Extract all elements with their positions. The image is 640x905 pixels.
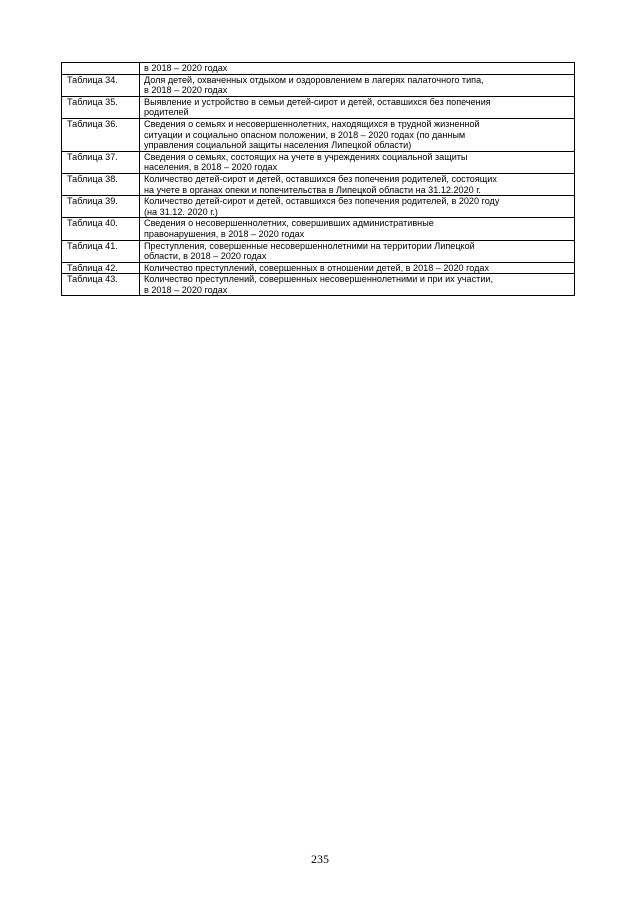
table-title: Количество детей-сирот и детей, оставшихся без попечения родителей, состоящих на учете в органах опеки и попечительства в Липецкой области на 31.12.2020 г. <box>140 173 575 195</box>
table-title: Количество преступлений, совершенных несовершеннолетними и при их участии, в 2018 – 2020 годах <box>140 274 575 296</box>
table-of-contents <box>61 62 575 296</box>
table-number: Таблица 42. <box>62 262 140 274</box>
page-number: 235 <box>311 852 329 866</box>
table-row <box>62 118 575 151</box>
table-number: Таблица 34. <box>62 74 140 96</box>
table-number: Таблица 40. <box>62 218 140 240</box>
table-row <box>62 74 575 96</box>
table-title: Выявление и устройство в семьи детей-сирот и детей, оставшихся без попечения родителей <box>140 96 575 118</box>
table-number <box>62 63 140 75</box>
table-number: Таблица 38. <box>62 173 140 195</box>
table-row <box>62 196 575 218</box>
table-number: Таблица 43. <box>62 274 140 296</box>
table-row <box>62 151 575 173</box>
table-row <box>62 274 575 296</box>
table-title: Количество детей-сирот и детей, оставшихся без попечения родителей, в 2020 году (на 31.12. 2020 г.) <box>140 196 575 218</box>
table-row <box>62 218 575 240</box>
table-number: Таблица 37. <box>62 151 140 173</box>
table-row <box>62 262 575 274</box>
toc-body <box>62 63 575 296</box>
table-title: Доля детей, охваченных отдыхом и оздоровлением в лагерях палаточного типа, в 2018 – 2020 годах <box>140 74 575 96</box>
table-title: Сведения о семьях и несовершеннолетних, находящихся в трудной жизненной ситуации и социально опасном положении, в 2018 – 2020 годах (по данным управления социальной защиты населения Липецкой области) <box>140 118 575 151</box>
table-row <box>62 96 575 118</box>
table-title: Преступления, совершенные несовершеннолетними на территории Липецкой области, в 2018 – 2020 годах <box>140 240 575 262</box>
table-number: Таблица 35. <box>62 96 140 118</box>
table-number: Таблица 41. <box>62 240 140 262</box>
table-title: Сведения о несовершеннолетних, совершивших административные правонарушения, в 2018 – 2020 годах <box>140 218 575 240</box>
table-row <box>62 63 575 75</box>
table-row <box>62 240 575 262</box>
table-number: Таблица 36. <box>62 118 140 151</box>
table-row <box>62 173 575 195</box>
table-title: Сведения о семьях, состоящих на учете в учреждениях социальной защиты населения, в 2018 – 2020 годах <box>140 151 575 173</box>
table-title: Количество преступлений, совершенных в отношении детей, в 2018 – 2020 годах <box>140 262 575 274</box>
table-title: в 2018 – 2020 годах <box>140 63 575 75</box>
table-number: Таблица 39. <box>62 196 140 218</box>
